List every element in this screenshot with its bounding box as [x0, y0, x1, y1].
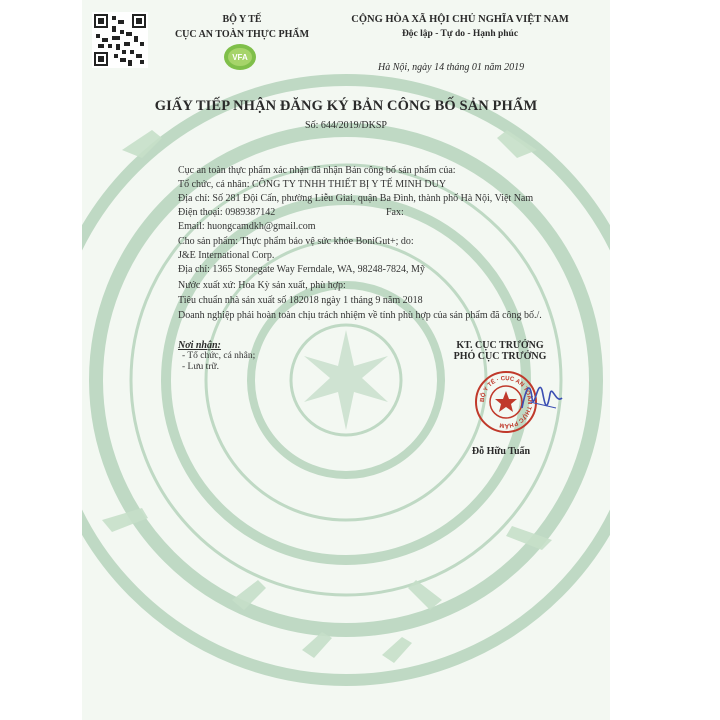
country-name: CỘNG HÒA XÃ HỘI CHỦ NGHĨA VIỆT NAM	[351, 14, 569, 25]
central-star	[304, 330, 388, 430]
document-sheet	[82, 0, 610, 720]
national-motto: Độc lập - Tự do - Hạnh phúc	[401, 29, 519, 39]
place-date: Hà Nội, ngày 14 tháng 01 năm 2019	[378, 62, 525, 73]
intro-line: Cục an toàn thực phẩm xác nhận đã nhận Bản công bố sản phẩm của:	[178, 165, 456, 176]
standard-line: Tiêu chuẩn nhà sản xuất số 182018 ngày 1 tháng 9 năm 2018	[178, 295, 423, 306]
recipient-item: - Lưu trữ.	[182, 362, 219, 372]
document-number: Số: 644/2019/DKSP	[305, 120, 387, 131]
manufacturer-line: J&E International Corp.	[178, 250, 275, 261]
handwritten-signature	[512, 368, 572, 428]
recipients-label: Nơi nhận:	[178, 340, 221, 351]
document-title: GIẤY TIẾP NHẬN ĐĂNG KÝ BẢN CÔNG BỐ SẢN PHẨM	[154, 98, 538, 114]
qr-code	[92, 12, 148, 68]
seal-text: BỘ Y TẾ · CỤC AN TOÀN THỰC PHẨM	[479, 375, 533, 429]
phone-line: Điện thoại: 0989387142	[178, 207, 276, 218]
ministry-name: BỘ Y TẾ	[222, 14, 262, 25]
recipient-item: - Tổ chức, cá nhân;	[182, 351, 256, 361]
vfa-logo	[223, 42, 257, 72]
fax-line: Fax:	[386, 207, 404, 218]
signatory-title-1: KT. CỤC TRƯỞNG	[456, 340, 544, 351]
responsibility-line: Doanh nghiệp phải hoàn toàn chịu trách nhiệm về tính phù hợp của sản phẩm đã công bố./.	[178, 310, 542, 321]
address-line: Địa chỉ: Số 281 Đội Cấn, phường Liễu Giai, quận Ba Đình, thành phố Hà Nội, Việt Nam	[178, 193, 534, 204]
signatory-title-2: PHÓ CỤC TRƯỞNG	[453, 351, 547, 362]
organization-line: Tổ chức, cá nhân: CÔNG TY TNHH THIẾT BỊ Y TẾ MINH DUY	[178, 179, 447, 190]
email-line: Email: huongcamdkh@gmail.com	[178, 221, 316, 232]
vfa-logo-text: VFA	[232, 53, 248, 62]
signatory-name: Đỗ Hữu Tuấn	[471, 446, 531, 457]
agency-name: CỤC AN TOÀN THỰC PHẨM	[174, 29, 310, 40]
product-line: Cho sản phẩm: Thực phẩm bảo vệ sức khỏe BoniGut+; do:	[178, 236, 414, 247]
manufacturer-address-line: Địa chỉ: 1365 Stonegate Way Ferndale, WA, 98248-7824, Mỹ	[178, 264, 425, 275]
origin-line: Nước xuất xứ: Hoa Kỳ sản xuất, phù hợp:	[178, 280, 346, 291]
